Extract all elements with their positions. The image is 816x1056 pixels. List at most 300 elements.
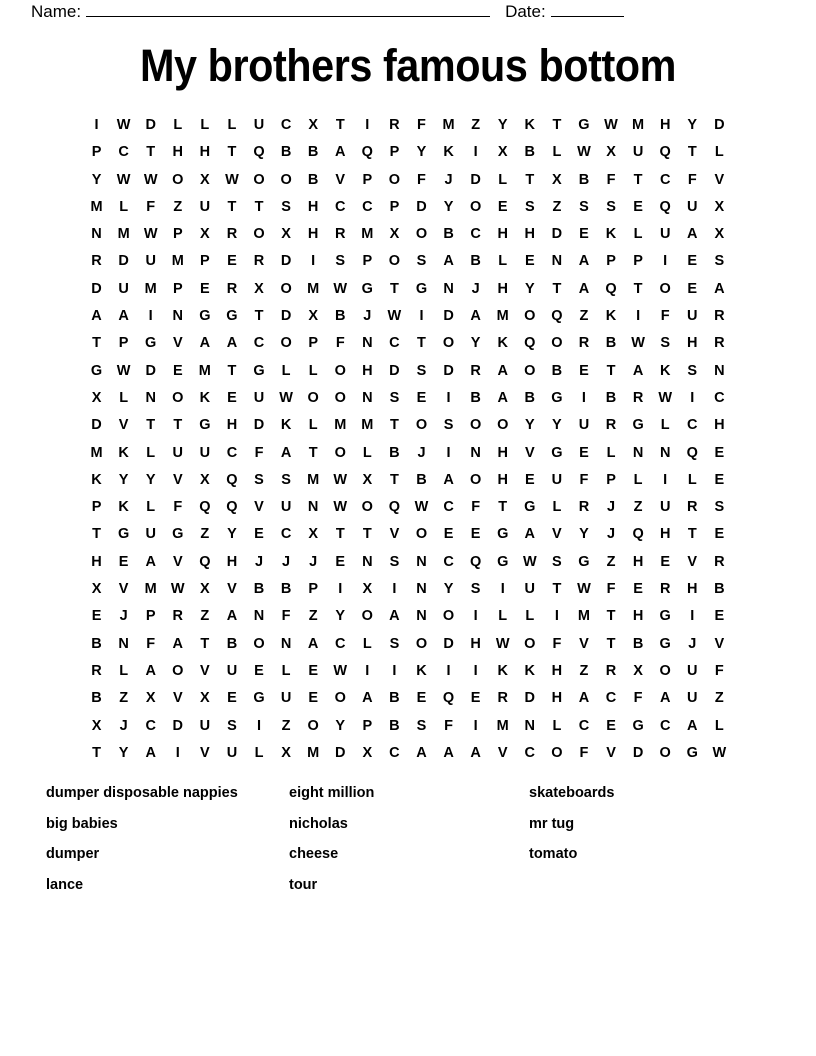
grid-cell[interactable]: C [280, 117, 292, 133]
grid-cell[interactable]: L [308, 417, 318, 434]
grid-cell[interactable]: F [417, 117, 426, 133]
grid-cell[interactable]: L [227, 117, 237, 133]
grid-cell[interactable]: W [116, 362, 131, 379]
grid-cell[interactable]: T [687, 526, 697, 543]
grid-cell[interactable]: A [172, 635, 184, 652]
grid-cell[interactable]: A [307, 635, 319, 652]
grid-cell[interactable]: S [254, 471, 264, 488]
grid-cell[interactable]: O [551, 335, 563, 352]
grid-cell[interactable]: B [91, 690, 102, 707]
grid-cell[interactable]: Z [308, 608, 318, 625]
grid-cell[interactable]: X [308, 526, 318, 543]
grid-cell[interactable]: V [200, 744, 210, 761]
grid-cell[interactable]: X [362, 471, 373, 488]
grid-cell[interactable]: T [389, 417, 399, 434]
grid-cell[interactable]: B [605, 389, 617, 406]
grid-cell[interactable]: L [498, 171, 508, 188]
grid-cell[interactable]: D [416, 198, 427, 215]
grid-cell[interactable]: N [659, 444, 671, 461]
grid-cell[interactable]: X [362, 581, 373, 598]
grid-cell[interactable]: G [632, 717, 644, 734]
grid-cell[interactable]: R [172, 608, 184, 625]
grid-cell[interactable]: C [687, 417, 698, 434]
grid-cell[interactable]: H [659, 526, 671, 543]
grid-cell[interactable]: E [308, 662, 318, 679]
grid-cell[interactable]: L [254, 744, 264, 761]
grid-cell[interactable]: Y [497, 117, 508, 133]
grid-cell[interactable]: U [226, 744, 238, 761]
grid-cell[interactable]: W [387, 308, 402, 325]
grid-cell[interactable]: V [714, 635, 725, 652]
word-list-item[interactable]: eight million [289, 785, 375, 802]
grid-cell[interactable]: S [335, 253, 346, 270]
grid-cell[interactable]: I [473, 662, 478, 679]
grid-cell[interactable]: T [92, 744, 101, 761]
grid-cell[interactable]: C [145, 717, 156, 734]
grid-cell[interactable]: E [470, 526, 481, 543]
grid-cell[interactable]: L [308, 362, 318, 379]
grid-cell[interactable]: R [470, 362, 481, 379]
grid-cell[interactable]: T [335, 117, 345, 133]
grid-cell[interactable]: P [172, 280, 183, 297]
grid-cell[interactable]: F [606, 171, 616, 188]
grid-cell[interactable]: J [119, 608, 128, 625]
grid-cell[interactable]: O [334, 389, 346, 406]
grid-cell[interactable]: T [552, 117, 562, 133]
grid-cell[interactable]: E [227, 253, 237, 270]
grid-cell[interactable]: O [253, 635, 265, 652]
grid-cell[interactable]: K [118, 444, 129, 461]
grid-cell[interactable]: U [687, 198, 698, 215]
grid-cell[interactable]: M [496, 308, 509, 325]
grid-cell[interactable]: J [363, 308, 372, 325]
grid-cell[interactable]: D [443, 362, 454, 379]
grid-cell[interactable]: L [146, 444, 156, 461]
grid-cell[interactable]: M [144, 581, 157, 598]
grid-cell[interactable]: J [309, 553, 318, 570]
grid-cell[interactable]: I [446, 389, 451, 406]
grid-cell[interactable]: I [473, 717, 478, 734]
grid-cell[interactable]: Y [335, 717, 346, 734]
grid-cell[interactable]: A [389, 608, 400, 625]
grid-cell[interactable]: X [145, 690, 156, 707]
grid-cell[interactable]: R [226, 280, 238, 297]
grid-cell[interactable]: M [144, 280, 157, 297]
grid-cell[interactable]: R [253, 253, 265, 270]
grid-cell[interactable]: C [226, 444, 238, 461]
grid-cell[interactable]: H [307, 198, 319, 215]
grid-cell[interactable]: B [578, 171, 590, 188]
grid-cell[interactable]: O [253, 171, 265, 188]
grid-cell[interactable]: W [712, 744, 727, 761]
grid-cell[interactable]: A [497, 389, 508, 406]
grid-cell[interactable]: G [117, 526, 130, 543]
grid-cell[interactable]: C [659, 717, 671, 734]
grid-cell[interactable]: R [335, 226, 346, 243]
grid-cell[interactable]: I [446, 662, 451, 679]
grid-cell[interactable]: B [470, 389, 481, 406]
grid-cell[interactable]: R [578, 335, 590, 352]
grid-cell[interactable]: P [91, 144, 102, 161]
grid-cell[interactable]: V [172, 690, 183, 707]
grid-cell[interactable]: R [714, 335, 725, 352]
grid-cell[interactable]: I [365, 662, 370, 679]
grid-cell[interactable]: E [335, 553, 346, 570]
grid-cell[interactable]: S [227, 717, 237, 734]
grid-cell[interactable]: M [307, 744, 320, 761]
grid-cell[interactable]: H [226, 417, 238, 434]
grid-cell[interactable]: O [659, 744, 671, 761]
grid-cell[interactable]: U [199, 444, 211, 461]
grid-cell[interactable]: S [281, 471, 291, 488]
grid-cell[interactable]: S [660, 335, 671, 352]
grid-cell[interactable]: O [172, 389, 184, 406]
grid-cell[interactable]: K [524, 662, 536, 679]
grid-cell[interactable]: B [714, 581, 725, 598]
grid-cell[interactable]: F [714, 662, 724, 679]
grid-cell[interactable]: Z [119, 690, 129, 707]
grid-cell[interactable]: T [525, 171, 535, 188]
grid-cell[interactable]: P [118, 335, 129, 352]
grid-cell[interactable]: V [254, 499, 264, 516]
grid-cell[interactable]: E [524, 471, 535, 488]
grid-cell[interactable]: K [605, 226, 617, 243]
grid-cell[interactable]: O [388, 171, 401, 188]
grid-cell[interactable]: H [497, 471, 508, 488]
grid-cell[interactable]: D [91, 417, 102, 434]
grid-cell[interactable]: J [119, 717, 128, 734]
grid-cell[interactable]: E [687, 253, 698, 270]
grid-cell[interactable]: T [92, 526, 101, 543]
grid-cell[interactable]: A [145, 662, 156, 679]
grid-cell[interactable]: I [473, 144, 478, 161]
grid-cell[interactable]: X [389, 226, 400, 243]
grid-cell[interactable]: A [470, 744, 481, 761]
grid-cell[interactable]: I [311, 253, 316, 270]
grid-cell[interactable]: C [605, 690, 617, 707]
grid-cell[interactable]: G [524, 499, 536, 516]
grid-cell[interactable]: U [253, 389, 265, 406]
grid-cell[interactable]: G [659, 608, 671, 625]
grid-cell[interactable]: K [199, 389, 211, 406]
grid-cell[interactable]: T [308, 444, 318, 461]
grid-cell[interactable]: O [524, 308, 536, 325]
grid-cell[interactable]: T [335, 526, 345, 543]
grid-cell[interactable]: O [334, 444, 346, 461]
grid-cell[interactable]: O [361, 499, 373, 516]
grid-cell[interactable]: X [91, 389, 102, 406]
grid-cell[interactable]: T [146, 144, 156, 161]
grid-cell[interactable]: V [200, 662, 210, 679]
grid-cell[interactable]: S [687, 362, 698, 379]
grid-cell[interactable]: N [551, 253, 563, 270]
grid-cell[interactable]: P [389, 198, 400, 215]
grid-cell[interactable]: W [116, 117, 131, 133]
grid-cell[interactable]: V [335, 171, 346, 188]
grid-cell[interactable]: Y [524, 417, 535, 434]
grid-cell[interactable]: L [119, 198, 129, 215]
grid-cell[interactable]: B [307, 171, 319, 188]
word-list-item[interactable]: mr tug [529, 815, 575, 832]
grid-cell[interactable]: S [606, 198, 616, 215]
grid-cell[interactable]: D [551, 226, 563, 243]
grid-cell[interactable]: D [335, 744, 346, 761]
grid-cell[interactable]: T [92, 335, 101, 352]
grid-cell[interactable]: X [281, 744, 291, 761]
grid-cell[interactable]: B [416, 471, 427, 488]
grid-cell[interactable]: B [443, 226, 454, 243]
grid-cell[interactable]: O [415, 417, 428, 434]
grid-cell[interactable]: R [91, 662, 102, 679]
grid-cell[interactable]: U [199, 717, 211, 734]
grid-cell[interactable]: T [200, 635, 210, 652]
grid-cell[interactable]: F [146, 198, 156, 215]
grid-cell[interactable]: H [91, 553, 102, 570]
grid-cell[interactable]: T [606, 362, 616, 379]
grid-cell[interactable]: R [91, 253, 102, 270]
grid-cell[interactable]: S [416, 253, 427, 270]
grid-cell[interactable]: Q [659, 198, 671, 215]
grid-cell[interactable]: L [119, 662, 129, 679]
grid-cell[interactable]: E [633, 581, 643, 598]
grid-cell[interactable]: E [443, 526, 454, 543]
grid-cell[interactable]: S [281, 198, 291, 215]
grid-cell[interactable]: V [172, 335, 183, 352]
grid-cell[interactable]: I [256, 717, 262, 734]
grid-cell[interactable]: O [415, 635, 428, 652]
grid-cell[interactable]: B [389, 690, 400, 707]
grid-cell[interactable]: O [469, 198, 482, 215]
grid-cell[interactable]: X [200, 226, 210, 243]
grid-cell[interactable]: W [495, 635, 510, 652]
grid-cell[interactable]: Q [686, 444, 698, 461]
grid-cell[interactable]: M [90, 444, 103, 461]
grid-cell[interactable]: E [227, 690, 237, 707]
grid-cell[interactable]: H [497, 280, 508, 297]
grid-cell[interactable]: C [118, 144, 129, 161]
grid-cell[interactable]: M [361, 417, 374, 434]
grid-cell[interactable]: O [172, 662, 184, 679]
grid-cell[interactable]: X [552, 171, 562, 188]
grid-cell[interactable]: R [497, 690, 508, 707]
grid-cell[interactable]: P [200, 253, 210, 270]
grid-cell[interactable]: R [659, 581, 671, 598]
grid-cell[interactable]: F [444, 717, 453, 734]
grid-cell[interactable]: E [714, 471, 725, 488]
grid-cell[interactable]: U [280, 690, 292, 707]
grid-cell[interactable]: H [199, 144, 211, 161]
grid-cell[interactable]: S [416, 362, 427, 379]
grid-cell[interactable]: C [362, 198, 373, 215]
word-list-item[interactable]: dumper disposable nappies [46, 785, 238, 802]
grid-cell[interactable]: V [714, 171, 725, 188]
grid-cell[interactable]: R [605, 662, 617, 679]
grid-cell[interactable]: W [522, 553, 537, 570]
grid-cell[interactable]: L [119, 389, 129, 406]
grid-cell[interactable]: W [143, 226, 158, 243]
grid-cell[interactable]: D [524, 690, 536, 707]
grid-cell[interactable]: K [280, 417, 292, 434]
grid-cell[interactable]: G [145, 335, 157, 352]
grid-cell[interactable]: W [279, 389, 293, 406]
grid-cell[interactable]: P [91, 499, 102, 516]
grid-cell[interactable]: X [633, 662, 643, 679]
grid-cell[interactable]: I [392, 581, 397, 598]
grid-cell[interactable]: U [199, 198, 211, 215]
grid-cell[interactable]: T [552, 581, 562, 598]
grid-cell[interactable]: U [687, 662, 698, 679]
grid-cell[interactable]: X [362, 744, 373, 761]
grid-cell[interactable]: A [659, 690, 671, 707]
grid-cell[interactable]: F [633, 690, 643, 707]
grid-cell[interactable]: I [419, 308, 424, 325]
grid-cell[interactable]: B [280, 581, 292, 598]
grid-cell[interactable]: A [362, 690, 373, 707]
grid-cell[interactable]: X [308, 117, 318, 133]
grid-cell[interactable]: P [606, 471, 616, 488]
grid-cell[interactable]: V [579, 635, 589, 652]
grid-cell[interactable]: W [577, 144, 591, 161]
grid-cell[interactable]: I [581, 389, 586, 406]
grid-cell[interactable]: D [172, 717, 184, 734]
grid-cell[interactable]: C [659, 171, 671, 188]
grid-cell[interactable]: O [388, 253, 401, 270]
grid-cell[interactable]: Q [442, 690, 455, 707]
grid-cell[interactable]: R [226, 226, 238, 243]
grid-cell[interactable]: L [552, 144, 562, 161]
grid-cell[interactable]: G [199, 308, 211, 325]
grid-cell[interactable]: D [91, 280, 102, 297]
grid-cell[interactable]: N [632, 444, 644, 461]
grid-cell[interactable]: L [552, 717, 562, 734]
grid-cell[interactable]: H [659, 117, 671, 133]
grid-cell[interactable]: O [307, 717, 319, 734]
grid-cell[interactable]: D [118, 253, 129, 270]
grid-cell[interactable]: R [578, 499, 590, 516]
grid-cell[interactable]: N [362, 389, 373, 406]
grid-cell[interactable]: I [392, 662, 397, 679]
grid-cell[interactable]: Y [552, 417, 562, 434]
grid-cell[interactable]: A [335, 144, 346, 161]
grid-cell[interactable]: S [443, 417, 454, 434]
grid-cell[interactable]: M [307, 280, 320, 297]
grid-cell[interactable]: B [91, 635, 102, 652]
grid-cell[interactable]: Y [227, 526, 237, 543]
grid-cell[interactable]: W [333, 471, 348, 488]
grid-cell[interactable]: G [578, 553, 590, 570]
grid-cell[interactable]: N [524, 717, 536, 734]
grid-cell[interactable]: Q [226, 499, 238, 516]
grid-cell[interactable]: A [145, 553, 156, 570]
grid-cell[interactable]: G [172, 526, 184, 543]
grid-cell[interactable]: S [389, 635, 400, 652]
grid-cell[interactable]: A [578, 280, 590, 297]
grid-cell[interactable]: G [632, 417, 644, 434]
grid-cell[interactable]: M [577, 608, 590, 625]
grid-cell[interactable]: V [172, 553, 183, 570]
grid-cell[interactable]: S [714, 499, 725, 516]
grid-cell[interactable]: I [338, 581, 343, 598]
grid-cell[interactable]: V [687, 553, 698, 570]
grid-cell[interactable]: O [280, 171, 292, 188]
grid-cell[interactable]: D [253, 417, 265, 434]
grid-cell[interactable]: C [470, 226, 481, 243]
grid-cell[interactable]: T [498, 499, 508, 516]
grid-cell[interactable]: Y [416, 144, 427, 161]
grid-cell[interactable]: E [416, 389, 427, 406]
grid-cell[interactable]: U [687, 690, 698, 707]
grid-cell[interactable]: B [389, 717, 400, 734]
grid-cell[interactable]: E [497, 198, 508, 215]
grid-cell[interactable]: Y [91, 171, 102, 188]
grid-cell[interactable]: U [687, 308, 698, 325]
grid-cell[interactable]: C [335, 635, 346, 652]
grid-cell[interactable]: W [333, 280, 348, 297]
grid-cell[interactable]: Q [632, 526, 644, 543]
grid-cell[interactable]: V [389, 526, 400, 543]
grid-cell[interactable]: M [334, 417, 347, 434]
grid-cell[interactable]: R [605, 417, 617, 434]
grid-cell[interactable]: E [416, 690, 427, 707]
grid-cell[interactable]: H [226, 553, 238, 570]
grid-cell[interactable]: D [443, 308, 454, 325]
grid-cell[interactable]: J [444, 171, 453, 188]
grid-cell[interactable]: I [365, 117, 370, 133]
grid-cell[interactable]: L [633, 471, 643, 488]
grid-cell[interactable]: U [118, 280, 129, 297]
grid-cell[interactable]: R [389, 117, 400, 133]
word-list-item[interactable]: lance [46, 876, 84, 893]
grid-cell[interactable]: N [280, 635, 292, 652]
grid-cell[interactable]: X [606, 144, 616, 161]
grid-cell[interactable]: M [171, 253, 184, 270]
grid-cell[interactable]: U [145, 253, 156, 270]
grid-cell[interactable]: D [145, 362, 156, 379]
grid-cell[interactable]: Z [579, 662, 589, 679]
grid-cell[interactable]: C [389, 335, 400, 352]
grid-cell[interactable]: Q [199, 499, 211, 516]
grid-cell[interactable]: B [470, 253, 481, 270]
grid-cell[interactable]: Q [469, 553, 482, 570]
grid-cell[interactable]: T [254, 308, 264, 325]
grid-cell[interactable]: Z [579, 308, 589, 325]
grid-cell[interactable]: A [416, 744, 427, 761]
grid-cell[interactable]: R [687, 499, 698, 516]
grid-cell[interactable]: K [605, 308, 617, 325]
grid-cell[interactable]: G [578, 117, 590, 133]
grid-cell[interactable]: N [470, 444, 481, 461]
grid-cell[interactable]: V [497, 744, 508, 761]
grid-cell[interactable]: M [632, 117, 645, 133]
grid-cell[interactable]: O [469, 471, 482, 488]
grid-cell[interactable]: H [172, 144, 184, 161]
grid-cell[interactable]: G [497, 526, 509, 543]
grid-cell[interactable]: H [714, 417, 725, 434]
grid-cell[interactable]: R [714, 308, 725, 325]
word-list-item[interactable]: cheese [289, 846, 339, 863]
grid-cell[interactable]: F [606, 581, 616, 598]
grid-cell[interactable]: B [524, 144, 536, 161]
grid-cell[interactable]: J [688, 635, 697, 652]
grid-cell[interactable]: F [471, 499, 481, 516]
grid-cell[interactable]: O [524, 635, 536, 652]
grid-cell[interactable]: F [687, 171, 697, 188]
grid-cell[interactable]: O [442, 608, 455, 625]
grid-cell[interactable]: K [118, 499, 129, 516]
grid-cell[interactable]: B [335, 308, 346, 325]
grid-cell[interactable]: U [551, 471, 563, 488]
grid-cell[interactable]: V [172, 471, 183, 488]
